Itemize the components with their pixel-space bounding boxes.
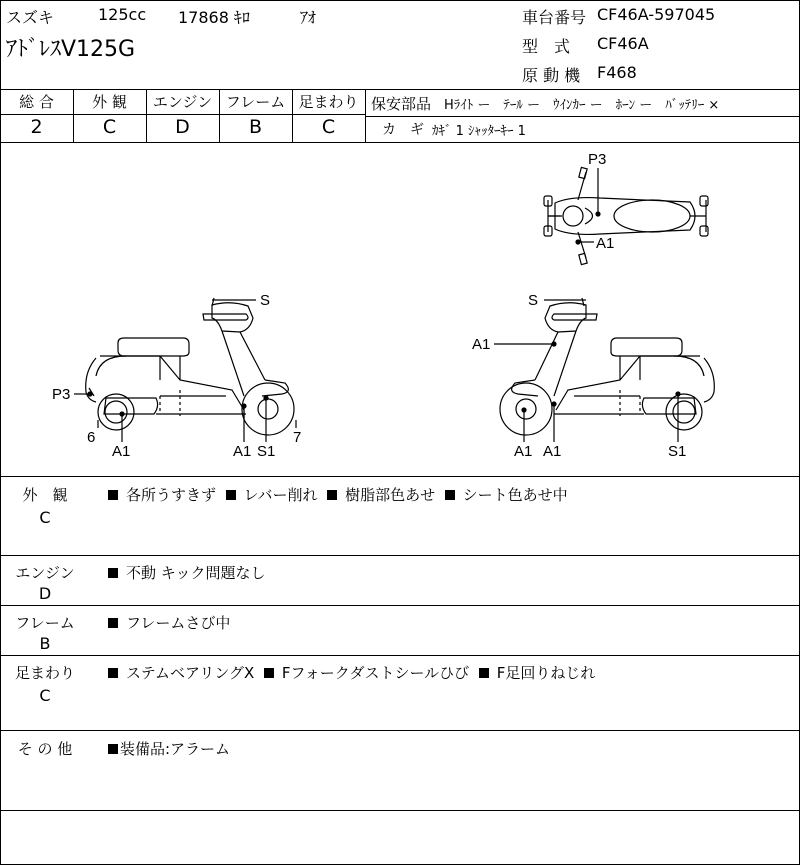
scooter-left-view xyxy=(86,298,294,435)
grade-label-overall: 総 合 xyxy=(19,93,54,111)
section-label: 足まわり xyxy=(14,664,75,682)
section-label: 外 観 xyxy=(22,486,68,504)
divider xyxy=(0,730,800,731)
label-right-s: S xyxy=(528,292,539,309)
section-notes: ステムベアリングX Fフォークダストシールひび F足回りねじれ xyxy=(108,662,595,683)
frame-no-label: 車台番号 xyxy=(522,8,587,27)
grade-value-frame: B xyxy=(248,116,263,138)
grade-value-engine: D xyxy=(175,116,190,138)
grade-value-suspension: C xyxy=(321,116,336,138)
grade-value-overall: 2 xyxy=(30,116,43,138)
displacement: 125cc xyxy=(98,5,147,24)
divider xyxy=(0,655,800,656)
label-left-p3: P3 xyxy=(52,386,71,403)
engine-label: 原 動 機 xyxy=(522,66,581,85)
engine: F468 xyxy=(597,63,637,82)
safety-label: 保安部品 xyxy=(371,95,432,113)
type: CF46A xyxy=(597,34,649,53)
label-left-a1-rear: A1 xyxy=(112,443,131,460)
grade-label-engine: エンジン xyxy=(152,93,213,111)
grade-label-frame: フレーム xyxy=(225,93,286,111)
label-top-p3: P3 xyxy=(588,151,607,168)
color: ｱｵ xyxy=(300,8,317,27)
section-notes: 装備品:アラーム xyxy=(108,738,230,759)
label-top-a1: A1 xyxy=(596,235,615,252)
grade-label-exterior: 外 観 xyxy=(92,93,127,111)
label-left-s: S xyxy=(260,292,271,309)
divider xyxy=(0,810,800,811)
section-notes: フレームさび中 xyxy=(108,612,230,633)
model-name: ｱﾄﾞﾚｽV125G xyxy=(6,37,136,62)
type-label: 型 式 xyxy=(522,37,571,56)
key-items: ｶｷﾞ 1 ｼｬｯﾀｰｷｰ 1 xyxy=(432,124,526,139)
section-label: エンジン xyxy=(15,564,75,582)
label-left-a1-front: A1 xyxy=(233,443,252,460)
section-grade: B xyxy=(39,634,51,653)
section-grade: D xyxy=(38,584,52,603)
divider xyxy=(0,605,800,606)
section-notes: 各所うすきず レバー削れ 樹脂部色あせ シート色あせ中 xyxy=(108,484,568,505)
scooter-top-view xyxy=(544,167,708,264)
label-left-7: 7 xyxy=(293,429,302,446)
grade-value-exterior: C xyxy=(102,116,117,138)
divider xyxy=(0,89,800,90)
label-left-s1: S1 xyxy=(257,443,276,460)
mileage: 17868 ｷﾛ xyxy=(178,8,250,27)
label-right-a1-wheel: A1 xyxy=(514,443,533,460)
safety-items: Hﾗｲﾄ ー ﾃｰﾙ ー ｳｲﾝｶｰ ー ﾎｰﾝ ー ﾊﾞｯﾃﾘｰ × xyxy=(444,98,720,113)
frame-no: CF46A-597045 xyxy=(597,5,716,24)
divider xyxy=(0,476,800,477)
key-label: カ ギ xyxy=(382,122,424,138)
section-grade: C xyxy=(39,508,51,527)
label-left-6: 6 xyxy=(87,429,96,446)
label-right-s1: S1 xyxy=(668,443,687,460)
section-label: フレーム xyxy=(15,614,75,632)
damage-diagram xyxy=(0,143,800,476)
label-right-a1-floor: A1 xyxy=(543,443,562,460)
grade-label-suspension: 足まわり xyxy=(298,93,359,111)
section-label: そ の 他 xyxy=(17,740,73,758)
section-notes: 不動 キック問題なし xyxy=(108,562,265,583)
label-right-a1-handle: A1 xyxy=(472,336,491,353)
maker: スズキ xyxy=(6,8,55,27)
scooter-right-view xyxy=(500,298,714,435)
divider xyxy=(0,555,800,556)
section-grade: C xyxy=(39,686,51,705)
